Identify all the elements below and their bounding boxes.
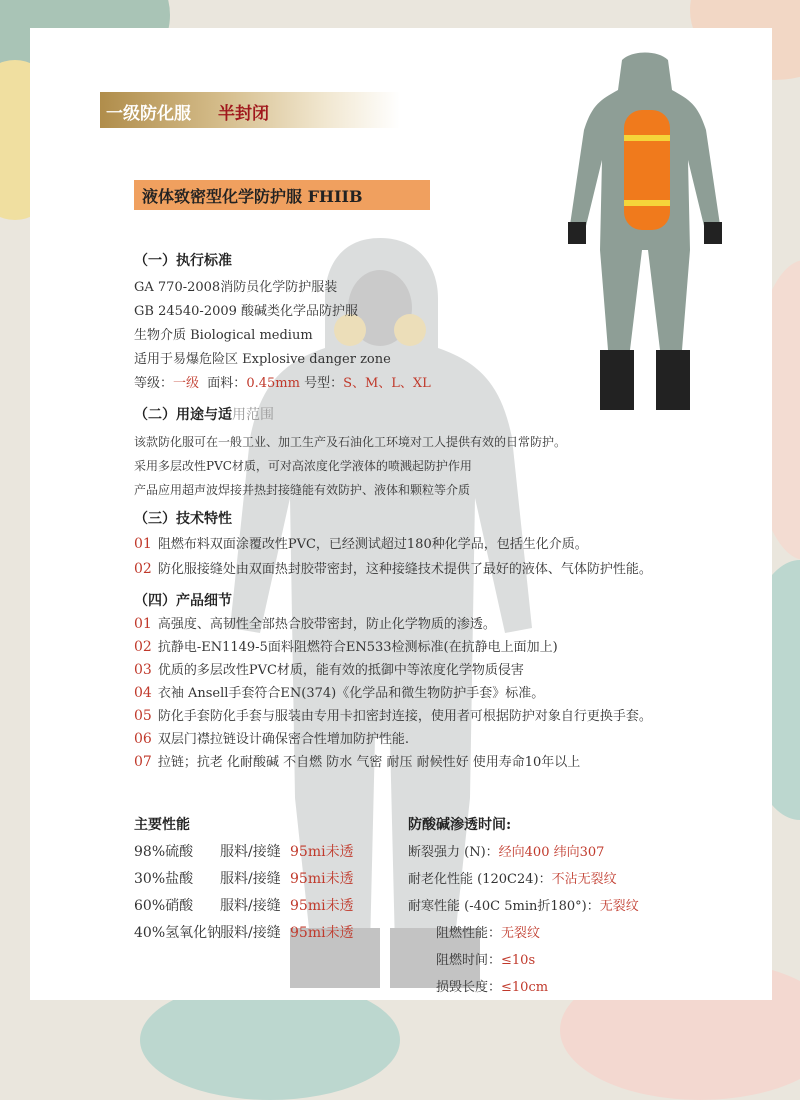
usage-line-3: 产品应用超声波焊接并热封接缝能有效防护、液体和颗粒等介质	[134, 483, 471, 497]
detail-item-text: 双层门襟拉链设计确保密合性增加防护性能.	[157, 732, 409, 747]
performance-part: 服料/接缝	[220, 871, 281, 887]
detail-item-4	[134, 682, 544, 701]
fabric-label: 面料：	[207, 376, 247, 391]
standards-header: （一）执行标准	[134, 253, 232, 269]
product-title: 液体致密型化学防护服 FHIIB	[142, 187, 363, 206]
permeation-row-3	[408, 895, 639, 914]
permeation-row-5	[436, 949, 535, 968]
permeation-row-2	[408, 868, 617, 887]
permeation-value: 无裂纹	[501, 926, 541, 941]
permeation-value: 经向400 纬向307	[498, 845, 605, 860]
detail-item-5	[134, 705, 652, 724]
performance-result: 95mi未透	[290, 871, 354, 887]
detail-item-num: 05	[134, 708, 152, 724]
detail-item-3	[134, 659, 524, 678]
performance-chem: 30%盐酸	[134, 871, 194, 887]
detail-item-6	[134, 728, 409, 747]
performance-chem: 60%硝酸	[134, 898, 194, 914]
tech-item-2	[134, 558, 652, 577]
detail-item-text: 高强度、高韧性全部热合胶带密封，防止化学物质的渗透。	[157, 617, 496, 632]
details-header: （四）产品细节	[134, 593, 232, 609]
performance-part: 服料/接缝	[220, 925, 281, 941]
permeation-row-6	[436, 976, 548, 995]
permeation-header: 防酸碱渗透时间:	[408, 817, 512, 833]
detail-item-num: 03	[134, 662, 152, 678]
tech-item-num: 02	[134, 561, 152, 577]
usage-header-tail: 用范围	[232, 407, 274, 423]
detail-item-num: 02	[134, 639, 152, 655]
standard-line-3: 生物介质 Biological medium	[134, 328, 313, 343]
detail-item-text: 优质的多层改性PVC材质，能有效的抵御中等浓度化学物质侵害	[157, 663, 524, 678]
performance-part: 服料/接缝	[220, 898, 281, 914]
fabric-value: 0.45mm	[246, 376, 300, 391]
performance-row-2	[134, 868, 354, 888]
detail-item-num: 01	[134, 616, 152, 632]
grade-line	[134, 372, 431, 391]
performance-chem: 98%硫酸	[134, 844, 194, 860]
permeation-value: ≤10cm	[501, 980, 549, 995]
detail-item-1	[134, 613, 496, 632]
detail-item-text: 拉链；抗老 化耐酸碱 不自燃 防水 气密 耐压 耐候性好 使用寿命10年以上	[157, 755, 581, 770]
size-label: 号型：	[304, 376, 344, 391]
grade-label: 等级：	[134, 376, 174, 391]
performance-result: 95mi未透	[290, 844, 354, 860]
performance-result: 95mi未透	[290, 925, 354, 941]
detail-item-num: 04	[134, 685, 152, 701]
performance-row-1	[134, 841, 354, 861]
product-title-bar	[134, 180, 430, 210]
permeation-label: 耐寒性能 (-40C 5min折180°)：	[408, 899, 600, 914]
permeation-label: 阻燃时间：	[436, 953, 502, 968]
grade-value: 一级	[173, 376, 200, 391]
detail-item-7	[134, 751, 580, 770]
performance-row-4	[134, 922, 354, 942]
permeation-value: 不沾无裂纹	[551, 872, 617, 887]
tech-header: （三）技术特性	[134, 511, 232, 527]
permeation-value: 无裂纹	[599, 899, 639, 914]
detail-item-text: 抗静电-EN1149-5面料阻燃符合EN533检测标准(在抗静电上面加上)	[157, 640, 558, 655]
permeation-label: 断裂强力 (N)：	[408, 845, 499, 860]
permeation-label: 耐老化性能 (120C24)：	[408, 872, 552, 887]
tech-item-text: 防化服接缝处由双面热封胶带密封，这种接缝技术提供了最好的液体、气体防护性能。	[157, 562, 652, 577]
content-card	[30, 28, 772, 1000]
permeation-row-4	[436, 922, 540, 941]
standard-line-4: 适用于易爆危险区 Explosive danger zone	[134, 352, 391, 367]
detail-item-num: 06	[134, 731, 152, 747]
detail-item-num: 07	[134, 754, 152, 770]
permeation-row-1	[408, 841, 604, 860]
permeation-label: 损毁长度：	[436, 980, 502, 995]
detail-item-text: 防化手套防化手套与服装由专用卡扣密封连接，使用者可根据防护对象自行更换手套。	[157, 709, 652, 724]
standard-line-2: GB 24540-2009 酸碱类化学品防护服	[134, 304, 359, 319]
tech-item-1	[134, 533, 588, 552]
usage-line-1: 该款防化服可在一般工业、加工生产及石油化工环境对工人提供有效的日常防护。	[134, 435, 567, 449]
banner-type: 半封闭	[218, 104, 269, 124]
performance-part: 服料/接缝	[220, 844, 281, 860]
usage-header-main: （二）用途与适	[134, 407, 232, 423]
banner-level: 一级防化服	[106, 104, 191, 124]
tech-item-text: 阻燃布料双面涂覆改性PVC，已经测试超过180种化学品，包括生化介质。	[157, 537, 588, 552]
standard-line-1: GA 770-2008消防员化学防护服装	[134, 280, 338, 295]
tech-item-num: 01	[134, 536, 152, 552]
category-banner	[100, 92, 400, 128]
performance-row-3	[134, 895, 354, 915]
size-value: S、M、L、XL	[343, 376, 431, 391]
usage-header	[134, 404, 274, 424]
hazmat-suit-back-photo	[560, 50, 730, 420]
detail-item-text: 衣袖 Ansell手套符合EN(374)《化学品和微生物防护手套》标准。	[157, 686, 545, 701]
performance-result: 95mi未透	[290, 898, 354, 914]
performance-chem: 40%氢氧化钠	[134, 925, 222, 941]
usage-line-2: 采用多层改性PVC材质，可对高浓度化学液体的喷溅起防护作用	[134, 459, 472, 473]
permeation-label: 阻燃性能：	[436, 926, 502, 941]
detail-item-2	[134, 636, 558, 655]
permeation-value: ≤10s	[501, 953, 536, 968]
performance-header: 主要性能	[134, 817, 190, 833]
